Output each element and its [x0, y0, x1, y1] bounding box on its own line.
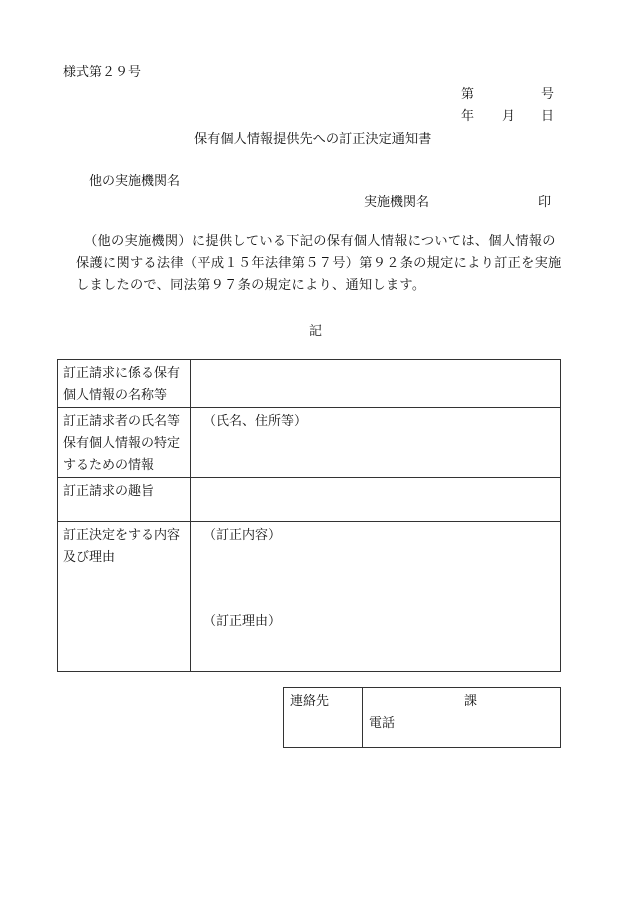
correction-content-label: （訂正内容） — [203, 528, 282, 543]
label-text: 訂正決定をする内容 — [63, 528, 181, 543]
label-text: 訂正請求に係る保有 — [63, 366, 181, 381]
body-line: （他の実施機関）に提供している下記の保有個人情報については、個人情報の — [84, 234, 556, 249]
requester-hint: （氏名、住所等） — [203, 414, 308, 429]
label-cell — [58, 478, 191, 522]
value-cell-item-name[interactable] — [191, 360, 561, 408]
ki-heading: 記 — [309, 324, 323, 339]
body-line: 保護に関する法律（平成１５年法律第５７号）第９２条の規定により訂正を実施 — [76, 256, 562, 271]
sender-name-label: 実施機関名 — [364, 195, 430, 210]
table-row-decision-content — [58, 522, 561, 672]
label-text: 訂正請求者の氏名等 — [63, 414, 181, 429]
table-row-item-name — [58, 360, 561, 408]
document-title: 保有個人情報提供先への訂正決定通知書 — [194, 132, 432, 147]
value-cell-decision-content[interactable] — [191, 522, 561, 672]
label-text: 訂正請求の趣旨 — [63, 484, 155, 499]
label-text: 及び理由 — [63, 550, 116, 565]
correction-reason-label: （訂正理由） — [203, 614, 282, 629]
contact-table — [283, 687, 561, 748]
label-cell — [58, 522, 191, 672]
label-text: 個人情報の名称等 — [63, 388, 168, 403]
label-text: 保有個人情報の特定 — [63, 436, 181, 451]
contact-label: 連絡先 — [290, 694, 330, 709]
contact-label-cell — [284, 688, 363, 748]
phone-label: 電話 — [369, 716, 396, 731]
body-paragraph — [76, 231, 562, 297]
notice-details-table — [57, 359, 561, 672]
value-cell-requester-info[interactable] — [191, 408, 561, 478]
label-text: するための情報 — [63, 458, 155, 473]
label-cell — [58, 360, 191, 408]
date-day: 日 — [541, 109, 555, 124]
recipient-name: 他の実施機関名 — [89, 174, 181, 189]
table-row-requester-info — [58, 408, 561, 478]
label-cell — [58, 408, 191, 478]
number-label-dai: 第 — [461, 87, 475, 102]
body-line: しましたので、同法第９７条の規定により、通知します。 — [76, 278, 426, 293]
form-number: 様式第２９号 — [63, 65, 142, 80]
number-label-go: 号 — [541, 87, 555, 102]
section-label: 課 — [464, 694, 478, 709]
date-month: 月 — [502, 109, 516, 124]
date-year: 年 — [461, 109, 475, 124]
seal-mark: 印 — [538, 195, 552, 210]
value-cell-request-purpose[interactable] — [191, 478, 561, 522]
table-row-request-purpose — [58, 478, 561, 522]
contact-value-cell[interactable] — [363, 688, 561, 748]
